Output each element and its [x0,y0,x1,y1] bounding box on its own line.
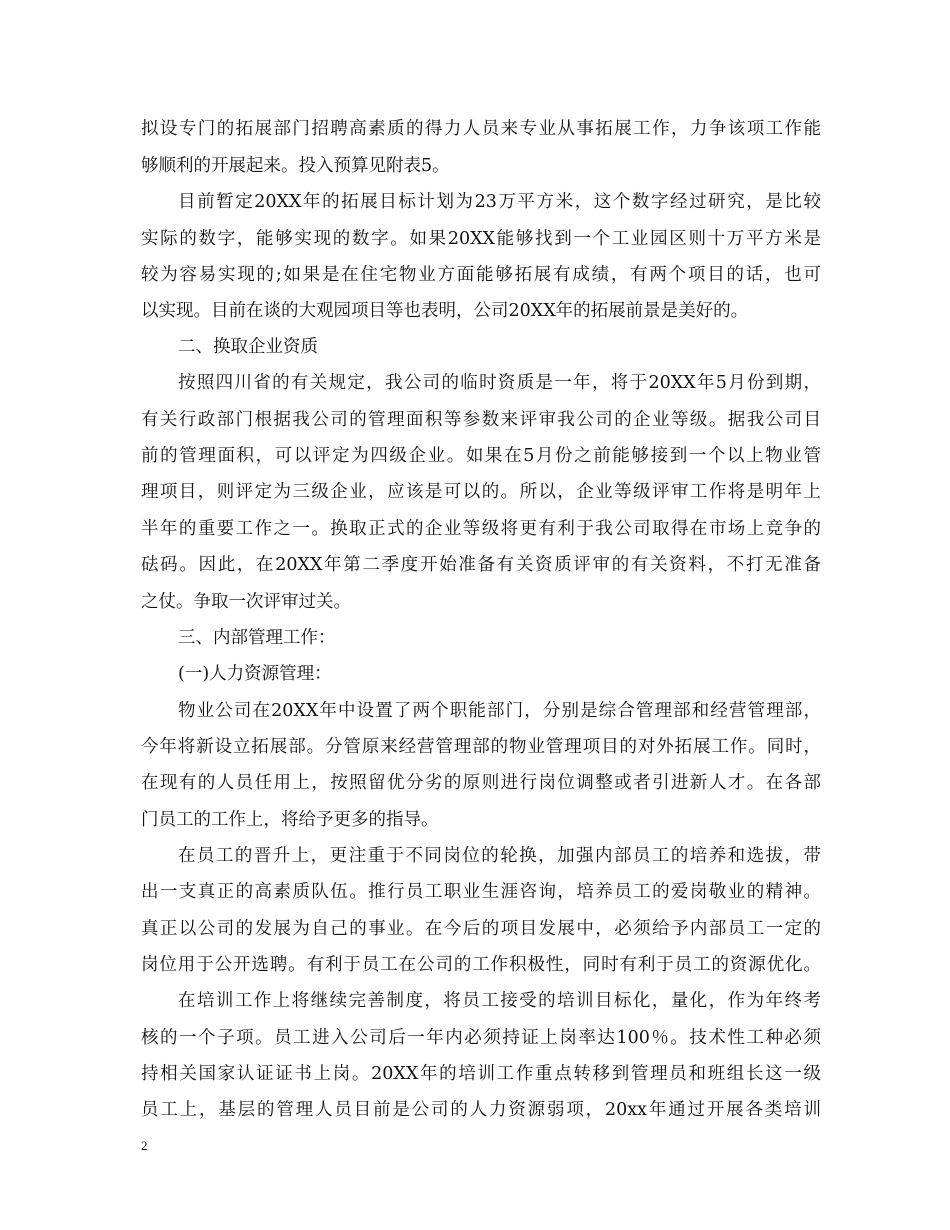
text-line: 出一支真正的高素质队伍。推行员工职业生涯咨询，培养员工的爱岗敬业的精神。 [141,882,821,902]
text-line: 以实现。目前在谈的大观园项目等也表明，公司20XX年的拓展前景是美好的。 [141,301,749,321]
text-line: 有关行政部门根据我公司的管理面积等参数来评审我公司的企业等级。据我公司目 [141,410,821,430]
text-line: 在现有的人员任用上，按照留优分劣的原则进行岗位调整或者引进新人才。在各部 [141,773,821,793]
section-heading: 二、换取企业资质 [178,337,318,357]
text-line: 之仗。争取一次评审过关。 [141,592,351,612]
text-line: 较为容易实现的;如果是在住宅物业方面能够拓展有成绩，有两个项目的话，也可 [141,265,821,285]
text-line: 在培训工作上将继续完善制度，将员工接受的培训目标化，量化，作为年终考 [178,991,821,1011]
text-line: 前的管理面积，可以评定为四级企业。如果在5月份之前能够接到一个以上物业管 [141,446,821,466]
page-number: 2 [141,1138,148,1153]
text-line: 门员工的工作上，将给予更多的指导。 [141,810,439,830]
text-line: 拟设专门的拓展部门招聘高素质的得力人员来专业从事拓展工作，力争该项工作能 [141,119,821,139]
text-line: 在员工的晋升上，更注重于不同岗位的轮换，加强内部员工的培养和选拔，带 [178,846,821,866]
text-line: 核的一个子项。员工进入公司后一年内必须持证上岗率达100％。技术性工种必须 [141,1028,821,1048]
text-line: 物业公司在20XX年中设置了两个职能部门，分别是综合管理部和经营管理部， [178,701,821,721]
text-line: 今年将新设立拓展部。分管原来经营管理部的物业管理项目的对外拓展工作。同时， [141,737,821,757]
text-line: 实际的数字，能够实现的数字。如果20XX能够找到一个工业园区则十万平方米是 [141,229,821,249]
section-heading: 三、内部管理工作： [178,628,336,648]
text-line: 员工上，基层的管理人员目前是公司的人力资源弱项，20xx年通过开展各类培训 [141,1100,821,1120]
text-line: 理项目，则评定为三级企业，应该是可以的。所以，企业等级评审工作将是明年上 [141,482,821,502]
text-line: 目前暂定20XX年的拓展目标计划为23万平方米，这个数字经过研究，是比较 [178,192,821,212]
text-line: 真正以公司的发展为自己的事业。在今后的项目发展中，必须给予内部员工一定的 [141,919,821,939]
text-line: 够顺利的开展起来。投入预算见附表5。 [141,156,450,176]
text-line: 持相关国家认证证书上岗。20XX年的培训工作重点转移到管理员和班组长这一级 [141,1064,821,1084]
text-line: 岗位用于公开选聘。有利于员工在公司的工作积极性，同时有利于员工的资源优化。 [141,955,821,975]
text-line: 半年的重要工作之一。换取正式的企业等级将更有利于我公司取得在市场上竞争的 [141,519,821,539]
text-line: 按照四川省的有关规定，我公司的临时资质是一年，将于20XX年5月份到期， [178,373,821,393]
subsection-heading: (一)人力资源管理： [178,664,332,684]
text-line: 砝码。因此，在20XX年第二季度开始准备有关资质评审的有关资料，不打无准备 [141,555,821,575]
